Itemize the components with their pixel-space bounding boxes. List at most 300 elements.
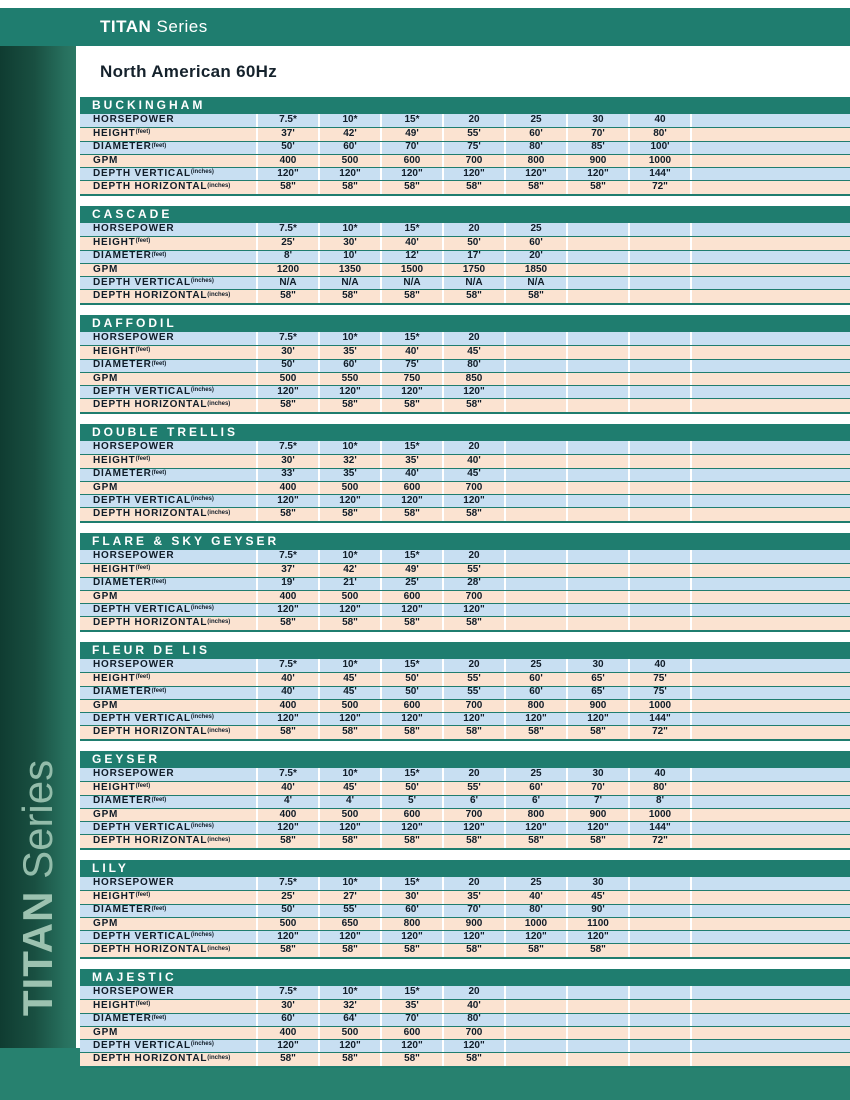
row-label xyxy=(80,550,258,563)
row-label xyxy=(80,1014,258,1026)
table-cell: 58" xyxy=(444,290,506,303)
row-label-unit: (feet) xyxy=(151,142,167,149)
row-label xyxy=(80,386,258,398)
table-cell: 70' xyxy=(568,782,630,794)
table-cell xyxy=(568,564,630,576)
table-cell xyxy=(568,386,630,398)
row-label xyxy=(80,114,258,127)
table-cell xyxy=(506,469,568,481)
series-title-bold: TITAN xyxy=(100,17,152,36)
row-label xyxy=(80,891,258,903)
table-row xyxy=(80,180,850,196)
table-cell: 120" xyxy=(320,386,382,398)
row-label-unit: (inches) xyxy=(190,278,214,285)
table-cell: 120" xyxy=(258,931,320,943)
row-label-text: DEPTH HORIZONTAL xyxy=(93,1053,208,1065)
table-cell: 50' xyxy=(444,237,506,249)
table-cell xyxy=(630,578,692,590)
table-cell xyxy=(630,399,692,412)
table-cell: 20 xyxy=(444,114,506,127)
row-label-text: HEIGHT xyxy=(93,455,136,467)
table-cell: 700 xyxy=(444,700,506,712)
region-band xyxy=(80,49,850,95)
table-cell: 58" xyxy=(382,617,444,630)
table-cell: 58" xyxy=(444,835,506,848)
row-label-text: HORSEPOWER xyxy=(93,986,175,998)
table-cell: 37' xyxy=(258,564,320,576)
table-row xyxy=(80,263,850,276)
table-cell: 72" xyxy=(630,181,692,194)
table-row xyxy=(80,1013,850,1026)
table-cell xyxy=(568,399,630,412)
table-cell: 75' xyxy=(630,673,692,685)
table-cell: 80' xyxy=(630,782,692,794)
table-cell xyxy=(568,1053,630,1066)
table-cell: 1350 xyxy=(320,264,382,276)
table-cell: 5' xyxy=(382,796,444,808)
table-cell-trailing xyxy=(692,1053,850,1066)
table-cell xyxy=(630,986,692,999)
table-cell-trailing xyxy=(692,796,850,808)
table-cell: 40' xyxy=(258,782,320,794)
row-label-text: HEIGHT xyxy=(93,346,136,358)
table-row xyxy=(80,468,850,481)
row-label-unit: (inches) xyxy=(190,496,214,503)
table-cell-trailing xyxy=(692,251,850,263)
table-cell xyxy=(630,346,692,358)
table-cell xyxy=(630,332,692,345)
row-label xyxy=(80,373,258,385)
table-row xyxy=(80,725,850,741)
table-row xyxy=(80,494,850,507)
table-cell xyxy=(568,482,630,494)
table-cell: 30' xyxy=(258,455,320,467)
section-header: FLARE & SKY GEYSER xyxy=(80,533,850,550)
table-cell: 120" xyxy=(568,168,630,180)
table-cell: 58" xyxy=(382,399,444,412)
table-cell: 120" xyxy=(444,931,506,943)
table-cell: 55' xyxy=(444,673,506,685)
section-flare-sky-geyser xyxy=(80,533,850,632)
row-label-text: HEIGHT xyxy=(93,673,136,685)
table-cell: 19' xyxy=(258,578,320,590)
row-label-text: HORSEPOWER xyxy=(93,332,175,344)
table-row xyxy=(80,398,850,414)
table-row xyxy=(80,590,850,603)
table-row xyxy=(80,943,850,959)
table-cell: 120" xyxy=(444,822,506,834)
row-label xyxy=(80,508,258,521)
row-label-unit: (feet) xyxy=(135,674,151,681)
table-cell xyxy=(568,495,630,507)
row-label-text: DIAMETER xyxy=(93,904,152,916)
table-cell: 8' xyxy=(630,796,692,808)
table-cell xyxy=(630,373,692,385)
table-cell: 550 xyxy=(320,373,382,385)
table-cell: 58" xyxy=(320,944,382,957)
table-cell: 20 xyxy=(444,441,506,454)
table-row xyxy=(80,904,850,917)
table-cell: 65' xyxy=(568,673,630,685)
table-cell: 58" xyxy=(320,290,382,303)
table-cell: 6' xyxy=(444,796,506,808)
table-cell: 120" xyxy=(444,168,506,180)
table-cell: 65' xyxy=(568,687,630,699)
table-cell: 120" xyxy=(320,168,382,180)
table-cell: 30' xyxy=(320,237,382,249)
row-label xyxy=(80,768,258,781)
row-label-unit: (inches) xyxy=(207,509,231,516)
table-row xyxy=(80,276,850,289)
table-cell: 120" xyxy=(444,604,506,616)
table-cell: 120" xyxy=(506,822,568,834)
table-cell: 35' xyxy=(382,1000,444,1012)
table-cell: 30' xyxy=(382,891,444,903)
table-cell: 10* xyxy=(320,114,382,127)
table-cell: 58" xyxy=(444,944,506,957)
table-cell xyxy=(568,604,630,616)
table-cell-trailing xyxy=(692,399,850,412)
table-cell: 900 xyxy=(568,700,630,712)
table-cell: 58" xyxy=(568,181,630,194)
table-cell: 58" xyxy=(506,726,568,739)
table-row xyxy=(80,1026,850,1039)
row-label-text: DIAMETER xyxy=(93,1013,152,1025)
table-cell: 7.5* xyxy=(258,768,320,781)
table-cell: 40' xyxy=(444,1000,506,1012)
table-cell: 500 xyxy=(258,373,320,385)
table-cell: 120" xyxy=(258,713,320,725)
table-cell-trailing xyxy=(692,809,850,821)
table-cell: 58" xyxy=(320,617,382,630)
table-cell: 58" xyxy=(320,1053,382,1066)
table-cell-trailing xyxy=(692,659,850,672)
table-cell: 500 xyxy=(320,1027,382,1039)
table-cell: 750 xyxy=(382,373,444,385)
row-label-text: DEPTH VERTICAL xyxy=(93,604,191,615)
table-cell: 49' xyxy=(382,128,444,140)
table-cell: 700 xyxy=(444,155,506,167)
table-cell: 500 xyxy=(320,482,382,494)
row-label xyxy=(80,1040,258,1052)
table-cell-trailing xyxy=(692,905,850,917)
table-cell: 25 xyxy=(506,768,568,781)
table-cell: 37' xyxy=(258,128,320,140)
table-cell xyxy=(630,944,692,957)
row-label xyxy=(80,277,258,289)
table-cell: 900 xyxy=(568,155,630,167)
table-cell xyxy=(568,441,630,454)
table-cell xyxy=(630,469,692,481)
row-label-text: DIAMETER xyxy=(93,795,152,807)
table-row xyxy=(80,359,850,372)
table-cell-trailing xyxy=(692,713,850,725)
table-cell-trailing xyxy=(692,386,850,398)
table-row xyxy=(80,154,850,167)
table-cell: 600 xyxy=(382,1027,444,1039)
table-cell xyxy=(568,469,630,481)
row-label xyxy=(80,918,258,930)
table-cell: 144" xyxy=(630,168,692,180)
table-cell: 58" xyxy=(320,181,382,194)
table-cell: 15* xyxy=(382,768,444,781)
table-cell: 15* xyxy=(382,550,444,563)
table-cell xyxy=(506,1040,568,1052)
table-cell xyxy=(630,360,692,372)
table-cell xyxy=(568,332,630,345)
table-cell xyxy=(568,290,630,303)
table-cell xyxy=(506,441,568,454)
table-row xyxy=(80,821,850,834)
table-cell xyxy=(630,237,692,249)
table-cell xyxy=(630,617,692,630)
table-cell-trailing xyxy=(692,617,850,630)
table-cell: 40' xyxy=(382,237,444,249)
row-label-text: DEPTH HORIZONTAL xyxy=(93,290,208,302)
table-cell: 800 xyxy=(506,809,568,821)
table-cell: 10' xyxy=(320,251,382,263)
table-cell xyxy=(568,455,630,467)
table-row xyxy=(80,672,850,685)
table-cell: 15* xyxy=(382,877,444,890)
row-label-text: HORSEPOWER xyxy=(93,114,175,126)
table-cell: 10* xyxy=(320,441,382,454)
table-cell: 70' xyxy=(382,1014,444,1026)
table-cell xyxy=(630,508,692,521)
table-cell: 42' xyxy=(320,564,382,576)
table-cell xyxy=(630,455,692,467)
table-cell: 45' xyxy=(320,687,382,699)
table-cell xyxy=(568,508,630,521)
table-cell: 70' xyxy=(568,128,630,140)
table-cell-trailing xyxy=(692,264,850,276)
table-cell: 75' xyxy=(630,687,692,699)
row-label-unit: (inches) xyxy=(207,836,231,843)
table-cell: 700 xyxy=(444,1027,506,1039)
table-cell-trailing xyxy=(692,441,850,454)
table-cell: 20 xyxy=(444,332,506,345)
row-label-text: DEPTH VERTICAL xyxy=(93,931,191,942)
table-cell: N/A xyxy=(444,277,506,289)
table-row xyxy=(80,795,850,808)
table-cell: 600 xyxy=(382,482,444,494)
row-label-text: DEPTH VERTICAL xyxy=(93,495,191,506)
table-cell xyxy=(506,617,568,630)
table-cell: 58" xyxy=(568,835,630,848)
table-cell-trailing xyxy=(692,687,850,699)
table-cell: 32' xyxy=(320,1000,382,1012)
row-label-unit: (feet) xyxy=(151,360,167,367)
table-cell: 60' xyxy=(320,360,382,372)
table-cell xyxy=(568,986,630,999)
table-cell: 80' xyxy=(444,1014,506,1026)
table-cell: 33' xyxy=(258,469,320,481)
row-label-unit: (feet) xyxy=(151,687,167,694)
table-cell-trailing xyxy=(692,986,850,999)
table-cell: 58" xyxy=(506,290,568,303)
table-cell-trailing xyxy=(692,726,850,739)
table-cell: 120" xyxy=(506,713,568,725)
table-cell xyxy=(506,591,568,603)
row-label xyxy=(80,673,258,685)
table-row xyxy=(80,577,850,590)
row-label xyxy=(80,332,258,345)
table-cell: 600 xyxy=(382,155,444,167)
section-header: MAJESTIC xyxy=(80,969,850,986)
table-row xyxy=(80,550,850,563)
row-label-unit: (feet) xyxy=(151,251,167,258)
table-cell: 120" xyxy=(382,168,444,180)
table-cell xyxy=(506,508,568,521)
row-label-text: DIAMETER xyxy=(93,686,152,698)
table-cell: 30 xyxy=(568,659,630,672)
table-cell: 50' xyxy=(258,905,320,917)
table-row xyxy=(80,454,850,467)
table-cell: 7.5* xyxy=(258,223,320,236)
table-row xyxy=(80,603,850,616)
table-cell: 30' xyxy=(258,1000,320,1012)
table-cell-trailing xyxy=(692,128,850,140)
table-cell xyxy=(568,346,630,358)
table-cell: 58" xyxy=(258,726,320,739)
row-label-text: DIAMETER xyxy=(93,250,152,262)
row-label-unit: (inches) xyxy=(207,1054,231,1061)
table-cell: 500 xyxy=(320,700,382,712)
table-row xyxy=(80,127,850,140)
row-label-unit: (inches) xyxy=(190,714,214,721)
row-label-unit: (inches) xyxy=(207,291,231,298)
table-cell xyxy=(630,251,692,263)
table-cell: 1000 xyxy=(506,918,568,930)
row-label xyxy=(80,713,258,725)
table-cell: N/A xyxy=(506,277,568,289)
table-cell: 58" xyxy=(568,726,630,739)
row-label xyxy=(80,604,258,616)
table-cell xyxy=(506,455,568,467)
table-cell: 120" xyxy=(320,1040,382,1052)
table-cell xyxy=(568,360,630,372)
table-cell: 27' xyxy=(320,891,382,903)
table-cell xyxy=(568,237,630,249)
table-cell: 60' xyxy=(506,237,568,249)
table-cell-trailing xyxy=(692,508,850,521)
table-cell: 85' xyxy=(568,142,630,154)
table-cell: 45' xyxy=(568,891,630,903)
table-cell xyxy=(568,550,630,563)
table-cell: 58" xyxy=(258,290,320,303)
row-label-unit: (inches) xyxy=(190,823,214,830)
row-label-text: GPM xyxy=(93,699,119,711)
table-cell: 15* xyxy=(382,986,444,999)
row-label xyxy=(80,482,258,494)
row-label xyxy=(80,944,258,957)
table-row xyxy=(80,332,850,345)
table-cell: 90' xyxy=(568,905,630,917)
row-label xyxy=(80,290,258,303)
section-header: CASCADE xyxy=(80,206,850,223)
row-label-unit: (feet) xyxy=(151,905,167,912)
table-cell: 58" xyxy=(506,944,568,957)
table-cell: 120" xyxy=(444,495,506,507)
row-label-text: DEPTH VERTICAL xyxy=(93,168,191,179)
table-cell xyxy=(630,604,692,616)
table-cell: 500 xyxy=(320,809,382,821)
table-cell-trailing xyxy=(692,168,850,180)
table-cell: 58" xyxy=(382,1053,444,1066)
table-cell: 58" xyxy=(568,944,630,957)
table-cell: 58" xyxy=(444,508,506,521)
table-cell: 40' xyxy=(444,455,506,467)
table-cell: 15* xyxy=(382,332,444,345)
table-cell-trailing xyxy=(692,1000,850,1012)
table-cell-trailing xyxy=(692,1040,850,1052)
row-label-text: DIAMETER xyxy=(93,141,152,153)
table-cell: 120" xyxy=(568,713,630,725)
table-cell: 30 xyxy=(568,768,630,781)
sidebar-vertical-title-bold: TITAN xyxy=(14,890,61,1017)
row-label xyxy=(80,360,258,372)
row-label xyxy=(80,128,258,140)
table-cell: 40 xyxy=(630,768,692,781)
series-title xyxy=(0,17,208,37)
table-cell: 10* xyxy=(320,986,382,999)
row-label-text: DEPTH VERTICAL xyxy=(93,1040,191,1051)
row-label xyxy=(80,835,258,848)
table-row xyxy=(80,385,850,398)
table-cell xyxy=(630,495,692,507)
table-cell: 10* xyxy=(320,877,382,890)
table-cell: 400 xyxy=(258,155,320,167)
table-cell: 12' xyxy=(382,251,444,263)
table-cell: 58" xyxy=(258,181,320,194)
row-label-unit: (inches) xyxy=(190,605,214,612)
table-cell-trailing xyxy=(692,373,850,385)
table-cell-trailing xyxy=(692,564,850,576)
row-label-unit: (feet) xyxy=(135,565,151,572)
table-cell xyxy=(630,918,692,930)
row-label-text: GPM xyxy=(93,263,119,275)
table-cell: 7.5* xyxy=(258,550,320,563)
row-label-unit: (feet) xyxy=(135,129,151,136)
table-cell: 144" xyxy=(630,713,692,725)
section-header: GEYSER xyxy=(80,751,850,768)
table-row xyxy=(80,999,850,1012)
table-cell: 58" xyxy=(258,399,320,412)
table-cell: 15* xyxy=(382,659,444,672)
table-cell: 35' xyxy=(444,891,506,903)
section-majestic xyxy=(80,969,850,1068)
table-cell: 800 xyxy=(506,155,568,167)
table-cell: 120" xyxy=(568,931,630,943)
row-label xyxy=(80,578,258,590)
table-cell xyxy=(568,1000,630,1012)
row-label-text: HEIGHT xyxy=(93,1000,136,1012)
row-label-text: HORSEPOWER xyxy=(93,659,175,671)
row-label-unit: (feet) xyxy=(135,347,151,354)
table-cell: 35' xyxy=(320,469,382,481)
row-label xyxy=(80,264,258,276)
table-cell xyxy=(506,386,568,398)
row-label-unit: (feet) xyxy=(151,469,167,476)
table-cell xyxy=(506,986,568,999)
table-cell: 600 xyxy=(382,809,444,821)
table-cell: 58" xyxy=(444,399,506,412)
row-label-text: DEPTH HORIZONTAL xyxy=(93,944,208,956)
row-label xyxy=(80,237,258,249)
table-cell-trailing xyxy=(692,290,850,303)
table-cell: 1000 xyxy=(630,700,692,712)
table-cell: 58" xyxy=(320,399,382,412)
